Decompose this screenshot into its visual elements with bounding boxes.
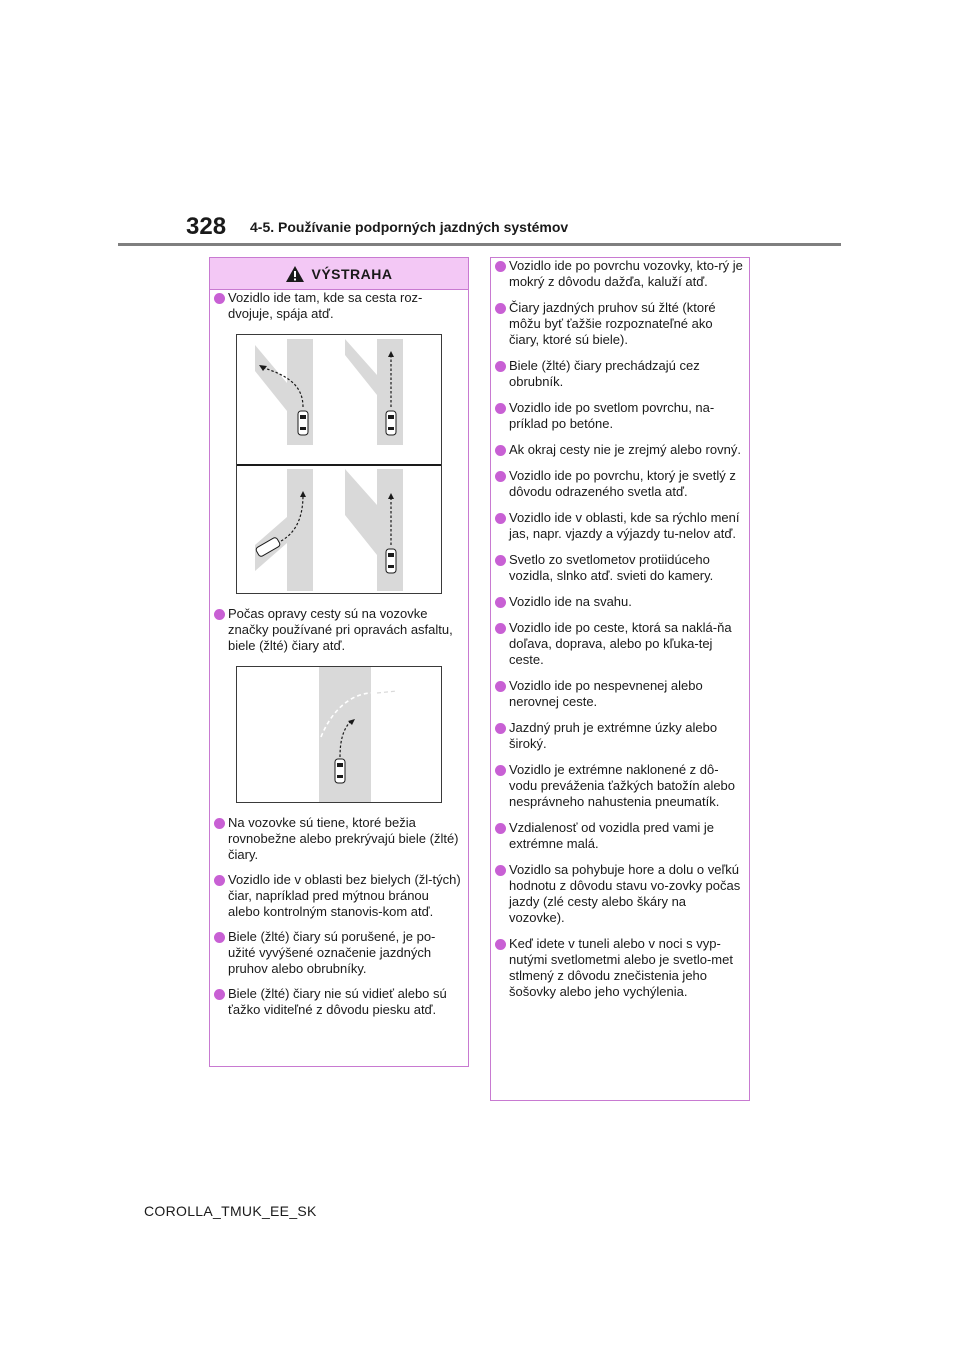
list-item-text: Biele (žlté) čiary prechádzajú cez obrubník. [509, 358, 700, 389]
list-item [210, 929, 462, 977]
bullet-icon [495, 823, 506, 834]
document-id: COROLLA_TMUK_EE_SK [144, 1203, 317, 1219]
list-item [491, 442, 743, 458]
warning-header [210, 258, 468, 290]
list-item [210, 872, 462, 920]
list-item-text: Vozidlo sa pohybuje hore a dolu o veľkú hodnotu z dôvodu stavu vo-zovky počas jazdy (zlé cesty alebo škáry na vozovke). [509, 862, 741, 925]
list-item-text: Čiary jazdných pruhov sú žlté (ktoré môžu byť ťažšie rozpoznateľné ako čiary, ktoré sú biele). [509, 300, 716, 347]
list-item-text: Vzdialenosť od vozidla pred vami je extrémne malá. [509, 820, 715, 851]
list-item-text: Vozidlo ide tam, kde sa cesta roz-dvojuje, spája atď. [228, 290, 423, 321]
page-number: 328 [186, 213, 227, 240]
bullet-icon [495, 471, 506, 482]
list-item [491, 468, 743, 500]
list-item-text: Počas opravy cesty sú na vozovke značky používané pri opravách asfaltu, biele (žlté) čiary atď. [228, 606, 453, 653]
list-item [491, 258, 743, 290]
bullet-icon [495, 865, 506, 876]
list-item-text: Svetlo zo svetlometov protiidúceho vozidla, slnko atď. svieti do kamery. [509, 552, 714, 583]
list-item [491, 300, 743, 348]
warning-triangle-icon [285, 265, 305, 283]
list-item-text: Vozidlo ide po svetlom povrchu, na-príklad po betóne. [509, 400, 715, 431]
bullet-icon [495, 723, 506, 734]
list-item-text: Vozidlo ide po povrchu vozovky, kto-rý je mokrý z dôvodu dažďa, kaluží atď. [509, 258, 743, 289]
bullet-icon [495, 261, 506, 272]
bullet-icon [495, 513, 506, 524]
bullet-icon [495, 939, 506, 950]
list-item-text: Jazdný pruh je extrémne úzky alebo široký. [509, 720, 718, 751]
list-item-text: Biele (žlté) čiary sú porušené, je po-užité vyvýšené označenie jazdných pruhov alebo obrubníky. [228, 929, 436, 976]
section-title: 4-5. Používanie podporných jazdných systémov [250, 219, 569, 235]
list-item [491, 936, 743, 1000]
list-item-text: Vozidlo ide na svahu. [509, 594, 632, 609]
bullet-icon [495, 765, 506, 776]
list-item [491, 820, 743, 852]
bullet-icon [214, 293, 225, 304]
bullet-icon [495, 597, 506, 608]
list-item-text: Na vozovke sú tiene, ktoré bežia rovnobežne alebo prekrývajú biele (žlté) čiary. [228, 815, 459, 862]
warning-list-left [210, 290, 468, 322]
bullet-icon [495, 555, 506, 566]
warning-title: VÝSTRAHA [311, 265, 393, 282]
page-header [0, 0, 960, 250]
list-item-text: Vozidlo ide po nespevnenej alebo nerovnej ceste. [509, 678, 703, 709]
header-divider [118, 243, 841, 246]
warning-box-left [209, 257, 469, 1067]
list-item-text: Biele (žlté) čiary nie sú vidieť alebo sú ťažko viditeľné z dôvodu piesku atď. [228, 986, 447, 1017]
warning-list-left-2 [210, 606, 468, 654]
list-item-text: Vozidlo ide v oblasti bez bielych (žl-tých) čiar, napríklad pred mýtnou bránou alebo kontrolným stanovis-kom atď. [228, 872, 461, 919]
list-item [491, 552, 743, 584]
bullet-icon [214, 818, 225, 829]
list-item-text: Vozidlo ide po povrchu, ktorý je svetlý z dôvodu odrazeného svetla atď. [509, 468, 736, 499]
bullet-icon [495, 445, 506, 456]
warning-list-left-3 [210, 815, 468, 1018]
list-item [210, 290, 462, 322]
list-item-text: Vozidlo ide po ceste, ktorá sa naklá-ňa doľava, doprava, alebo po kľuka-tej ceste. [509, 620, 732, 667]
warning-box-right [490, 257, 750, 1101]
list-item-text: Ak okraj cesty nie je zrejmý alebo rovný. [509, 442, 741, 457]
bullet-icon [214, 609, 225, 620]
list-item [491, 358, 743, 390]
bullet-icon [214, 875, 225, 886]
list-item [491, 594, 743, 610]
list-item [491, 678, 743, 710]
road-marking-illustration [236, 666, 442, 803]
bullet-icon [495, 403, 506, 414]
list-item [491, 720, 743, 752]
bullet-icon [214, 932, 225, 943]
list-item-text: Keď idete v tuneli alebo v noci s vyp-nutými svetlometmi alebo je svetlo-met stlmený z dôvodu znečistenia jeho šošovky alebo jeho vychýlenia. [509, 936, 733, 999]
list-item [491, 400, 743, 432]
list-item [210, 815, 462, 863]
list-item [491, 510, 743, 542]
bullet-icon [214, 989, 225, 1000]
list-item-text: Vozidlo ide v oblasti, kde sa rýchlo mení jas, napr. vjazdy a výjazdy tu-nelov atď. [509, 510, 740, 541]
list-item [210, 986, 462, 1018]
bullet-icon [495, 681, 506, 692]
bullet-icon [495, 623, 506, 634]
road-fork-illustration [236, 334, 442, 594]
bullet-icon [495, 361, 506, 372]
list-item-text: Vozidlo je extrémne naklonené z dô-vodu preváženia ťažkých batožín alebo nesprávneho nahustenia pneumatík. [509, 762, 736, 809]
bullet-icon [495, 303, 506, 314]
warning-list-right [491, 258, 749, 1000]
list-item [491, 620, 743, 668]
list-item [491, 762, 743, 810]
list-item [210, 606, 462, 654]
list-item [491, 862, 743, 926]
